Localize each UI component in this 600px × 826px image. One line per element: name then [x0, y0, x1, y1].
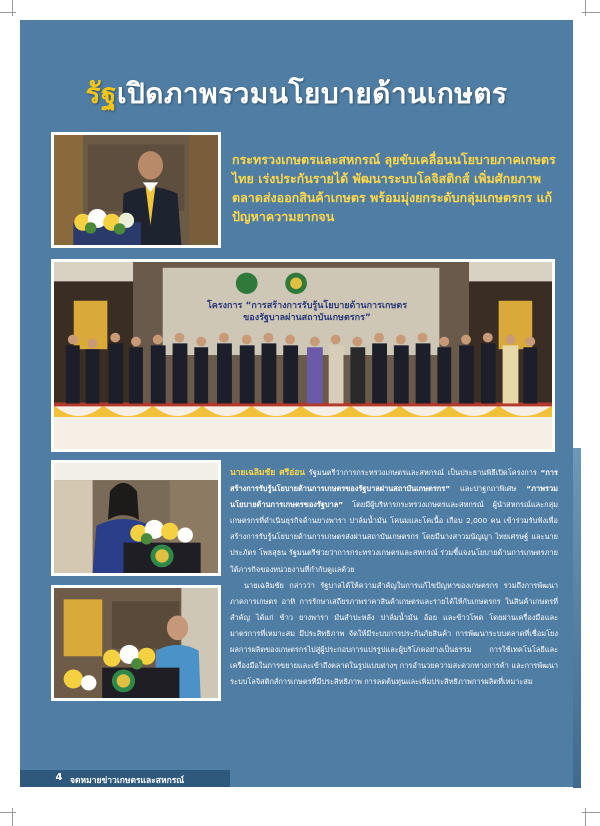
p1-quote-keynote: “ภาพรวมนโยบายด้านการเกษตรของรัฐบาล”	[230, 484, 558, 510]
intro-summary: กระทรวงเกษตรและสหกรณ์ ลุยขับเคลื่อนนโยบายภาคเกษตรไทย เร่งประกันรายได้ พัฒนาระบบโลจิสติกส์ เพิ่มศักยภาพตลาดส่งออกสินค้าเกษตร พร้อมมุ่งยกระดับกลุ่มเกษตรกร แก้ปัญหาความยากจน	[232, 152, 556, 224]
photo-deputy-minister-man	[51, 585, 221, 701]
paragraph-2: นายเฉลิมชัย กล่าวว่า รัฐบาลได้ให้ความสำคัญในการแก้ไขปัญหาของเกษตรกร รวมถึงการพัฒนาภาคการเกษตร อาทิ การรักษาเสถียรภาพราคาสินค้าเกษตรและรายได้ให้กับเกษตรกร ในสินค้าเกษตรที่สำคัญ ได้แก่ ข้าว ยางพารา มันสำปะหลัง ปาล์มน้ำมัน อ้อย และข้าวโพด โดยผ่านเครื่องมือและมาตรการที่เหมาะสม มีประสิทธิภาพ จัดให้มีระบบการประกันภัยสินค้า การพัฒนาระบบตลาดที่เชื่อมโยงผลการผลิตของเกษตรกรไปสู่ผู้ประกอบการแปรรูปและผู้บริโภคอย่างเป็นธรรม การใช้เทคโนโลยีและเครื่องมือในการขยายและเข้าถึงตลาดในรูปแบบต่างๆ การอำนวยความสะดวกทางการค้า และการพัฒนาระบบโลจิสติกส์การเกษตรที่มีประสิทธิภาพ การลดต้นทุนและเพิ่มประสิทธิภาพการผลิตที่เหมาะสม	[230, 580, 558, 687]
p1-part-c: โดยมีผู้บริหารกระทรวงเกษตรและสหกรณ์ ผู้นำสหกรณ์และกลุ่มเกษตรกรที่ดำเนินธุรกิจด้านยางพารา ปาล์มน้ำมัน โคนมและโคเนื้อ เกือบ 2,000 คน เข้าร่วมรับฟังเพื่อสร้างการรับรู้นโยบายด้านการเกษตรส่งผ่านสถาบันเกษตรกร โดยมีนางสาวมนัญญา ไทยเศรษฐ์ และนายประภัตร โพธสุธน รัฐมนตรีช่วยว่าการกระทรวงเกษตรและสหกรณ์ ร่วมชี้แจงนโยบายด้านการเกษตรภายใต้ภารกิจของหน่วยงานที่กำกับดูแลด้วย	[230, 500, 558, 574]
page-number: 4	[55, 772, 63, 783]
side-color-strip	[573, 448, 581, 788]
article-body	[230, 464, 558, 690]
photo-minister-podium	[51, 132, 221, 248]
title-rest: เปิดภาพรวมนโยบายด้านเกษตร	[116, 77, 508, 110]
crop-mark-br-v	[585, 808, 586, 826]
banner-line-2: ของรัฐบาลผ่านสถาบันเกษตรกร”	[243, 313, 371, 323]
p1-quote-project: “การสร้างการรับรู้นโยบายด้านการเกษตรของรัฐบาลผ่านสถาบันเกษตรกร”	[230, 468, 558, 494]
page-title	[20, 72, 573, 116]
p1-part-a: รัฐมนตรีว่าการกระทรวงเกษตรและสหกรณ์ เป็นประธานพิธีเปิดโครงการ	[305, 468, 541, 477]
photo-group-stage	[51, 259, 555, 452]
crop-mark-bl-h	[0, 812, 16, 813]
banner-text	[172, 300, 442, 324]
crop-mark-tl-h	[0, 12, 16, 13]
p1-part-b: และปาฐกถาพิเศษ	[450, 484, 527, 494]
crop-mark-tr-v	[585, 0, 586, 16]
paragraph-1	[230, 464, 558, 578]
title-accent: รัฐ	[85, 77, 117, 110]
crop-mark-tl-v	[12, 0, 13, 16]
banner-line-1: โครงการ “การสร้างการรับรู้นโยบายด้านการเกษตร	[206, 301, 408, 311]
magazine-name: จดหมายข่าวเกษตรและสหกรณ์	[70, 776, 185, 786]
lead-name: นายเฉลิมชัย ศรีอ่อน	[230, 467, 306, 477]
crop-mark-bl-v	[12, 808, 13, 826]
photo-deputy-minister-woman	[51, 460, 221, 576]
